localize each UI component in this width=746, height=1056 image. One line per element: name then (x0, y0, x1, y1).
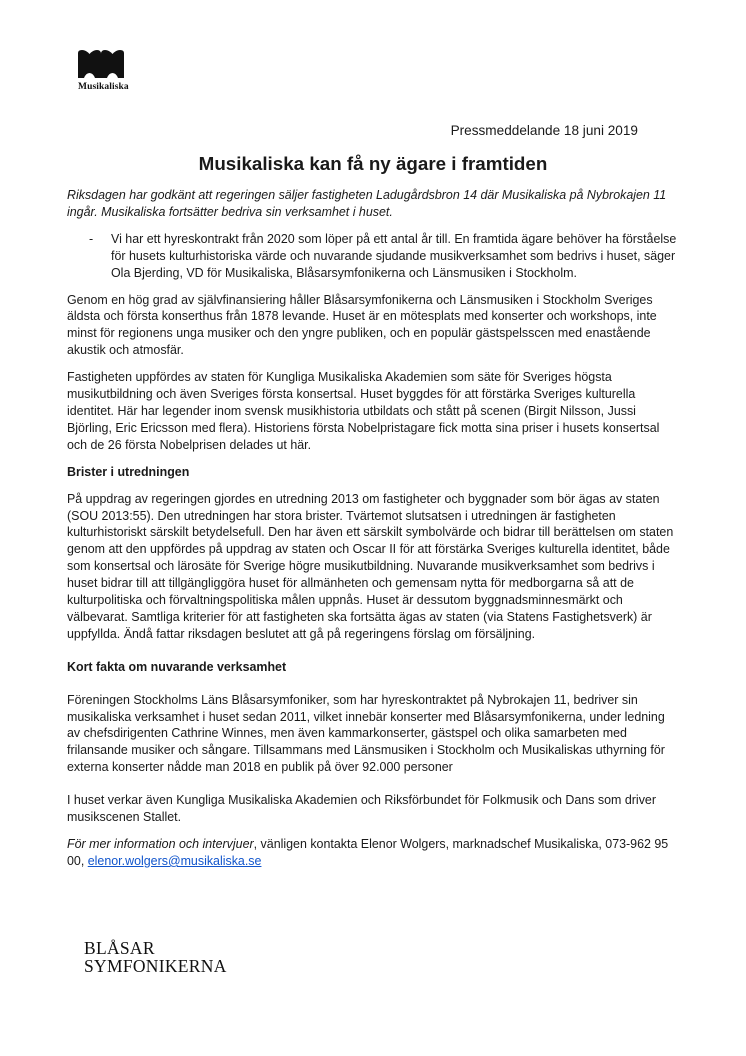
paragraph-2: Fastigheten uppfördes av staten för Kungliga Musikaliska Akademien som säte för Sveriges högsta musikutbildning och även Sveriges första konsertsal. Huset byggdes för att förstärka Sveriges kulturella identitet. Här har legender inom svensk musikhistoria utbildats och stått på scenen (Birgit Nilsson, Jussi Björling, Eric Ericsson med flera). Historiens första Nobelpristagare fick motta sina priser i husets konsertsal och de 26 första Nobelprisen delades ut här. (67, 370, 660, 452)
paragraph-3: På uppdrag av regeringen gjordes en utredning 2013 om fastigheter och byggnader som bör ägas av staten (SOU 2013:55). Den utredningen har stora brister. Tvärtemot slutsatsen i utredningen är fastigheten kulturhistoriskt särskilt betydelsefull. Den har även ett särskilt symbolvärde och bidrar till berättelsen om staten genom att den uppfördes på uppdrag av staten och Oscar II för att förstärka Sveriges kulturella identitet, både som konsertsal och lärosäte för Sverige högre musikutbildning. Nuvarande musikverksamhet som bedrivs i huset bidrar till att tillgängliggöra huset för allmänheten och gemensam nytta för medborgarna så att de kulturpolitiska och förvaltningspolitiska målen uppnås. Huset är dessutom byggnadsminnesmärkt och välbevarat. Samtliga kriterier för att fastigheten ska fortsätta ägas av staten (via Statens Fastighetsverk) är uppfyllda. Ändå fattar riksdagen beslutet att gå på regeringens förslag om försäljning. (67, 491, 674, 641)
musikaliska-logo (78, 50, 138, 92)
blasarsymfonikerna-logo (84, 939, 227, 975)
paragraph-4: Föreningen Stockholms Läns Blåsarsymfoniker, som har hyreskontraktet på Nybrokajen 11, bedriver sin musikaliska verksamhet i huset sedan 2011, vilket innebär konserter med Blåsarsymfonikerna, under ledning av chefsdirigenten Cathrine Winnes, men även kammarkonserter, gästspel och olika samarbeten med frilansande musiker och sångare. Tillsammans med Länsmusiken i Stockholm och Musikaliskas uthyrning för externa konserter nådde man 2018 en publik på över 92.000 personer (67, 692, 665, 775)
bullet-text: Vi har ett hyreskontrakt från 2020 som löper på ett antal år till. En framtida ägare behöver ha förståelse för husets kulturhistoriska värde och nuvarande sjudande musikverksamhet som bedrivs i huset, säger Ola Bjerding, VD för Musikaliska, Blåsarsymfonikerna och Länsmusiken i Stockholm. (111, 231, 677, 280)
intro-paragraph: Riksdagen har godkänt att regeringen säljer fastigheten Ladugårdsbron 14 där Musikaliska på Nybrokajen 11 ingår. Musikaliska fortsätter bedriva sin verksamhet i huset. (67, 188, 667, 219)
page-title: Musikaliska kan få ny ägare i framtiden (198, 153, 548, 174)
bullet-marker: - (89, 231, 94, 246)
bottom-logo-line1: BLÅSAR (84, 938, 155, 958)
contact-paragraph (67, 836, 681, 870)
paragraph-5: I huset verkar även Kungliga Musikaliska Akademien och Riksförbundet för Folkmusik och Dans som driver musikscenen Stallet. (67, 793, 656, 825)
press-release-date: Pressmeddelande 18 juni 2019 (450, 123, 638, 138)
bottom-logo-line2: SYMFONIKERNA (84, 956, 227, 976)
contact-intro: För mer information och intervjuer (67, 837, 254, 851)
quote-bullet (67, 231, 681, 282)
musikaliska-logo-icon (78, 50, 124, 78)
article-body (67, 187, 681, 870)
contact-text: , vänligen kontakta Elenor Wolgers, marknadschef Musikaliska, 073-962 95 00, (67, 837, 669, 868)
email-link[interactable]: elenor.wolgers@musikaliska.se (87, 853, 262, 868)
logo-text: Musikaliska (78, 82, 129, 92)
heading-brister: Brister i utredningen (67, 464, 190, 479)
heading-kort-fakta: Kort fakta om nuvarande verksamhet (67, 659, 287, 674)
paragraph-1: Genom en hög grad av självfinansiering håller Blåsarsymfonikerna och Länsmusiken i Stockholm Sveriges äldsta och första konserthus från 1878 levande. Huset är en mötesplats med konserter och workshops, inte minst för regionens unga musiker och den yngre publiken, och en populär gästspelsscen med enastående akustik och atmosfär. (67, 292, 657, 358)
